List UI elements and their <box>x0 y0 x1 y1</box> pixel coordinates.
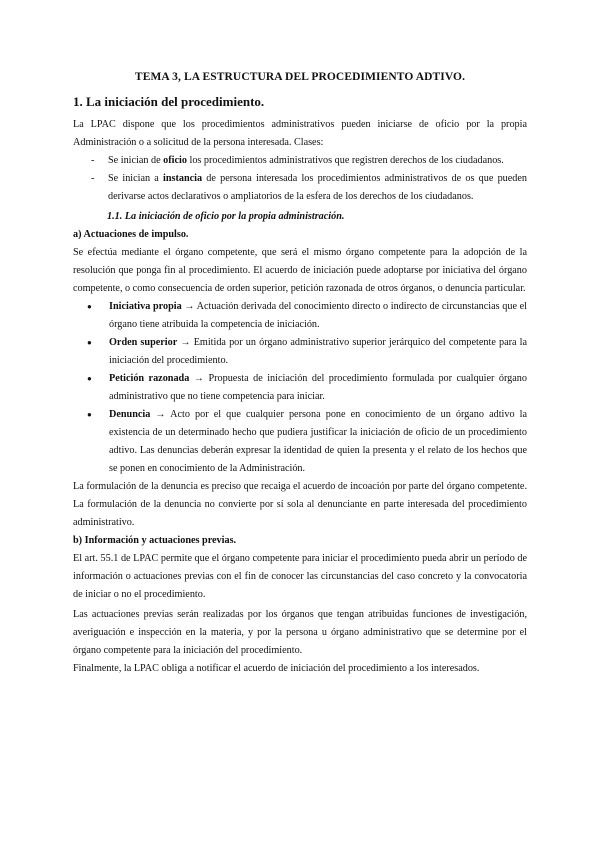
class-item-term: instancia <box>163 173 203 184</box>
class-item-oficio <box>73 152 527 170</box>
subsection-b-paragraph-3: Finalmente, la LPAC obliga a notificar el acuerdo de iniciación del procedimiento a los interesados. <box>73 663 480 674</box>
bullet-text: → Emitida por un órgano administrativo superior jerárquico del competente para la iniciación del procedimiento. <box>109 337 527 366</box>
class-item-before: Se inician de <box>108 155 164 166</box>
initiation-types-list <box>73 298 527 478</box>
bullet-term: Denuncia <box>109 409 151 420</box>
document-content <box>73 68 527 678</box>
subsection-b-paragraph-1: El art. 55.1 de LPAC permite que el órgano competente para iniciar el procedimiento pueda abrir un período de información o actuaciones previas con el fin de conocer las circunstancias del caso concreto y la convocatoria de iniciar o no el procedimiento. <box>73 553 527 600</box>
section-1-1-heading: 1.1. La iniciación de oficio por la propia administración. <box>107 211 345 222</box>
subsection-b-paragraph-2: Las actuaciones previas serán realizadas por los órganos que tengan atribuidas funciones de investigación, averiguación e inspección en la materia, y por la persona u órgano administrativo que se determine por el órgano competente para la iniciación del procedimiento. <box>73 609 527 656</box>
bullet-item-peticion-razonada <box>73 370 527 406</box>
bullet-item-iniciativa-propia <box>73 298 527 334</box>
class-item-after: de persona interesada los procedimientos administrativos de os que pueden derivarse actos declarativos o ampliatorios de la esfera de los derechos de los ciudadanos. <box>108 173 527 202</box>
denuncia-paragraph: La formulación de la denuncia es preciso que recaiga el acuerdo de incoación por parte del órgano competente. La formulación de la denuncia no convierte por sí sola al denunciante en parte interesada del procedimiento administrativo. <box>73 481 527 528</box>
bullet-item-denuncia <box>73 406 527 478</box>
subsection-a-paragraph: Se efectúa mediante el órgano competente, que será el mismo órgano competente para la adopción de la resolución que ponga fin al procedimiento. El acuerdo de iniciación puede adoptarse por iniciativa del órgano competente, o como consecuencia de orden superior, petición razonada de otros órganos, o denuncia particular. <box>73 247 527 294</box>
bullet-item-orden-superior <box>73 334 527 370</box>
classes-list <box>73 152 527 206</box>
bullet-text: → Actuación derivada del conocimiento directo o indirecto de circunstancias que el órgano tiene atribuida la competencia de iniciación. <box>109 301 527 330</box>
subsection-a-heading: a) Actuaciones de impulso. <box>73 229 189 240</box>
class-item-before: Se inician a <box>108 173 164 184</box>
subsection-b-heading: b) Información y actuaciones previas. <box>73 535 237 546</box>
class-item-term: oficio <box>163 155 187 166</box>
bullet-text: → Propuesta de iniciación del procedimiento formulada por cualquier órgano administrativo que no tiene competencia para iniciar. <box>109 373 527 402</box>
bullet-term: Petición razonada <box>109 373 190 384</box>
section-1-heading: 1. La iniciación del procedimiento. <box>73 94 265 109</box>
document-title: TEMA 3, LA ESTRUCTURA DEL PROCEDIMIENTO ADTIVO. <box>134 71 466 83</box>
section-1-intro: La LPAC dispone que los procedimientos administrativos pueden iniciarse de oficio por la propia Administración o a solicitud de la persona interesada. Clases: <box>73 119 527 148</box>
class-item-after: los procedimientos administrativos que registren derechos de los ciudadanos. <box>186 155 504 166</box>
bullet-text: → Acto por el que cualquier persona pone en conocimiento de un órgano adtivo la existencia de un determinado hecho que pudiera justificar la iniciación de oficio de un procedimiento adtivo. Las denuncias deberán expresar la identidad de quien la presenta y el relato de los hechos que se ponen en conocimiento de la Administración. <box>109 409 527 474</box>
bullet-term: Iniciativa propia <box>109 301 182 312</box>
class-item-instancia <box>73 170 527 206</box>
bullet-term: Orden superior <box>109 337 178 348</box>
